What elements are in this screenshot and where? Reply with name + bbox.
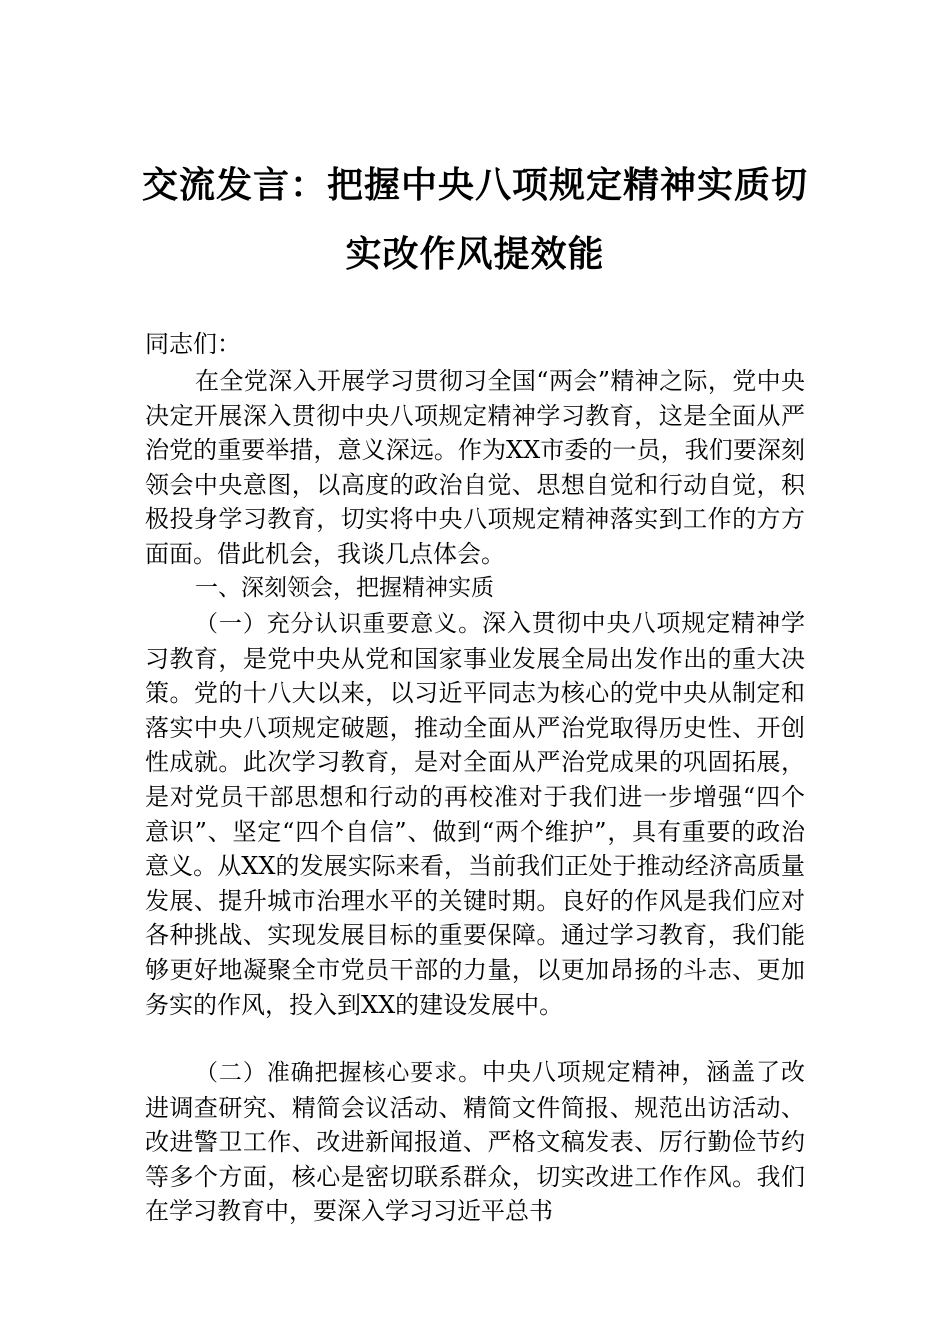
salutation: 同志们： [145,330,241,358]
item-2-label: （二）准确把握核心要求。 [195,1060,482,1086]
item-1-paragraph [145,606,805,1022]
item-2-text: 中央八项规定精神，涵盖了改进调查研究、精简会议活动、精简文件简报、规范出访活动、改进警卫工作、改进新闻报道、严格文稿发表、厉行勤俭节约等多个方面，核心是密切联系群众，切实改进工作作风。我们在学习教育中，要深入学习习近平总书 [145,1058,805,1226]
document-title-line-1: 交流发言：把握中央八项规定精神实质切 [141,164,808,206]
section-1-heading: 一、深刻领会，把握精神实质 [195,575,494,601]
item-1-text: 深入贯彻中央八项规定精神学习教育，是党中央从党和国家事业发展全局出发作出的重大决策。党的十八大以来，以习近平同志为核心的党中央从制定和落实中央八项规定破题，推动全面从严治党取得历史性、开创性成就。此次学习教育，是对全面从严治党成果的巩固拓展，是对党员干部思想和行动的再校准对于我们进一步增强“四个意识”、坚定“四个自信”、做到“两个维护”，具有重要的政治意义。从XX的发展实际来看，当前我们正处于推动经济高质量发展、提升城市治理水平的关键时期。良好的作风是我们应对各种挑战、实现发展目标的重要保障。通过学习教育，我们能够更好地凝聚全市党员干部的力量，以更加昂扬的斗志、更加务实的作风，投入到XX的建设发展中。 [145,609,805,1019]
intro-paragraph: 在全党深入开展学习贯彻习全国“两会”精神之际，党中央决定开展深入贯彻中央八项规定精神学习教育，这是全面从严治党的重要举措，意义深远。作为XX市委的一员，我们要深刻领会中央意图，以高度的政治自觉、思想自觉和行动自觉，积极投身学习教育，切实将中央八项规定精神落实到工作的方方面面。借此机会，我谈几点体会。 [145,367,805,568]
document-title-line-2: 实改作风提效能 [345,233,605,275]
item-1-label: （一）充分认识重要意义。 [195,611,482,637]
item-2-paragraph [145,1055,805,1229]
